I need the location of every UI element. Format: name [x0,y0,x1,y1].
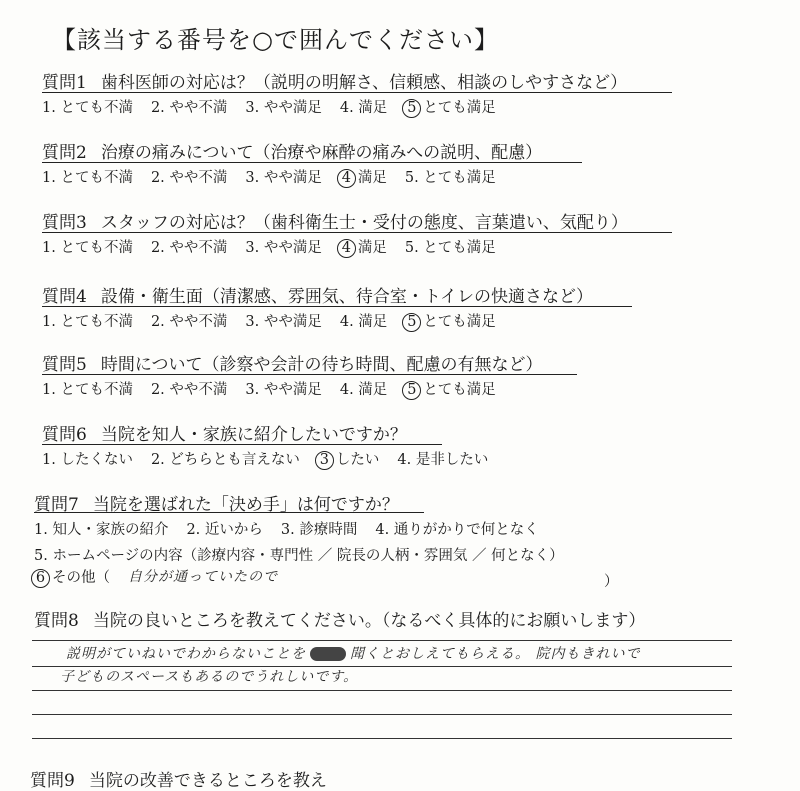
question-number: 質問5 [42,355,87,375]
answer-option[interactable]: 3. やや満足 [245,170,322,186]
question-heading [42,282,593,307]
option-label: とても満足 [423,314,496,330]
q7-option[interactable]: 2. 近いから [186,522,263,538]
answer-option[interactable] [405,96,496,118]
question-number: 質問4 [42,287,87,307]
answer-option[interactable]: 2. どちらとも言えない [150,452,300,468]
option-label: 満足 [357,240,387,256]
question-text: 時間について（診察や会計の待ち時間、配慮の有無など） [100,355,543,375]
selected-circle: 4 [337,169,356,188]
answer-option[interactable]: 3. やや満足 [245,240,322,256]
answer-options [42,448,506,470]
question-text: 当院を知人・家族に紹介したいですか？ [100,425,407,445]
question-heading [42,420,407,445]
answer-options [42,236,514,258]
selected-circle: 5 [402,381,421,400]
answer-option[interactable]: 2. やや不満 [150,100,228,116]
q8-answer-line1 [66,643,640,663]
q7-option-6[interactable] [34,566,110,588]
q7-options-row2 [34,544,564,565]
answer-option[interactable] [405,378,496,400]
selected-circle: 4 [337,239,356,258]
answer-option[interactable]: 4. 満足 [339,100,388,116]
answer-option[interactable]: 3. やや満足 [245,314,322,330]
question-underline [42,162,582,163]
question-number: 質問1 [42,73,87,93]
answer-option[interactable]: 1. したくない [42,452,133,468]
question-heading [42,68,627,93]
question-heading [42,350,543,375]
answer-option[interactable] [318,448,380,470]
q9-heading [30,766,327,791]
answer-option[interactable]: 1. とても不満 [42,170,133,186]
question-number: 質問6 [42,425,87,445]
question-text: スタッフの対応は？（歯科衛生士・受付の態度、言葉遣い、気配り） [100,213,628,233]
page-title: 【該当する番号を○で囲んでください】 [52,26,499,54]
option-label: 満足 [357,170,387,186]
q7-other-answer: 自分が通っていたので [128,569,278,585]
question-text: 治療の痛みについて（治療や麻酔の痛みへの説明、配慮） [100,143,543,163]
answer-option[interactable]: 1. とても不満 [42,314,133,330]
answer-options [42,378,514,400]
question-heading [42,138,542,163]
q7-option[interactable]: 1. 知人・家族の紹介 [34,522,169,538]
question-text: 設備・衛生面（清潔感、雰囲気、待合室・トイレの快適さなど） [100,287,593,307]
answer-line [32,714,732,715]
q7-option-5[interactable]: 5. ホームページの内容（診療内容・専門性 ／ 院長の人柄・雰囲気 ／ 何となく） [34,548,564,564]
answer-line [32,738,732,739]
q7-close-paren: ） [604,574,619,590]
q7-other-row [34,566,278,588]
answer-line [32,690,732,691]
scribble-mark [310,647,346,661]
question-underline [42,92,672,93]
answer-option[interactable]: 5. とても満足 [404,170,496,186]
answer-line [32,640,732,641]
question-underline [42,306,632,307]
answer-option[interactable]: 1. とても不満 [42,240,133,256]
answer-option[interactable] [405,310,496,332]
selected-circle: 5 [402,99,421,118]
q7-other-close [604,570,619,591]
q8-text: 当院の良いところを教えてください。（なるべく具体的にお願いします） [92,611,646,631]
q7-option[interactable]: 4. 通りがかりで何となく [375,522,539,538]
answer-option[interactable]: 1. とても不満 [42,100,133,116]
answer-option[interactable]: 2. やや不満 [150,240,228,256]
q8-answer-part1: 説明がていねいでわからないことを [66,646,306,662]
q9-number: 質問9 [30,771,75,791]
q8-number: 質問8 [34,611,79,631]
answer-option[interactable]: 3. やや満足 [245,100,322,116]
answer-option[interactable]: 5. とても満足 [404,240,496,256]
question-underline [42,444,442,445]
q9-text: 当院の改善できるところを教え [88,771,327,791]
answer-option[interactable] [340,236,387,258]
answer-option[interactable] [340,166,387,188]
answer-option[interactable]: 2. やや不満 [150,314,228,330]
option-label: したい [335,452,380,468]
selected-circle: 3 [315,451,334,470]
q7-text: 当院を選ばれた「決め手」は何ですか？ [92,495,399,515]
answer-option[interactable]: 4. 満足 [339,382,388,398]
question-underline [42,374,577,375]
question-number: 質問3 [42,213,87,233]
selected-circle: 5 [402,313,421,332]
question-number: 質問2 [42,143,87,163]
q8-heading [34,606,645,631]
q8-answer-part2: 聞くとおしえてもらえる。 院内もきれいで [350,646,641,662]
q8-answer-line2: 子どものスペースもあるのでうれしいです。 [60,669,359,685]
q7-options-row1 [34,518,557,539]
answer-option[interactable]: 4. 満足 [339,314,388,330]
question-underline [42,232,672,233]
answer-option[interactable]: 2. やや不満 [150,382,228,398]
answer-option[interactable]: 4. 是非したい [397,452,489,468]
answer-options [42,166,514,188]
option-label: とても満足 [423,382,496,398]
answer-options [42,96,514,118]
q7-underline [34,512,424,513]
question-heading [42,208,628,233]
answer-option[interactable]: 3. やや満足 [245,382,322,398]
answer-options [42,310,514,332]
q7-other-label: その他（ [52,570,110,586]
q7-option[interactable]: 3. 診療時間 [280,522,358,538]
option-label: とても満足 [423,100,496,116]
answer-option[interactable]: 1. とても不満 [42,382,133,398]
answer-option[interactable]: 2. やや不満 [150,170,228,186]
q7-number: 質問7 [34,495,79,515]
q7-option-6-circle: 6 [31,569,50,588]
question-text: 歯科医師の対応は？（説明の明解さ、信頼感、相談のしやすさなど） [100,73,628,93]
